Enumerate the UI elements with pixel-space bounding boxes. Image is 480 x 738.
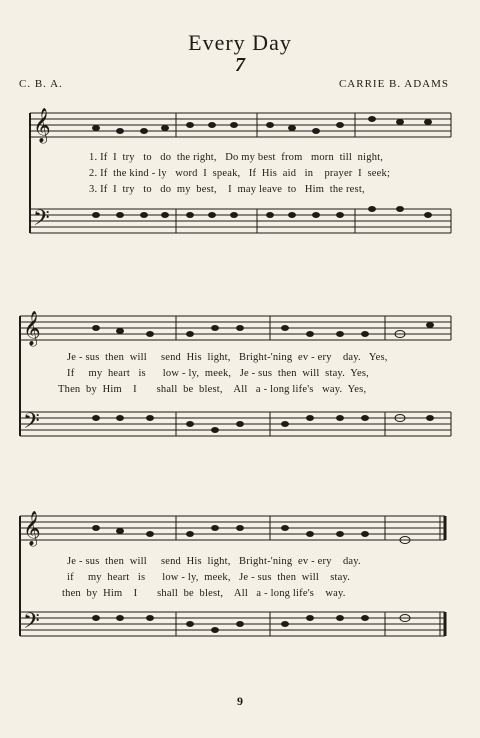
page-number: 9 [237,694,243,708]
lyric-line-3-1: Je - sus then will send His light, Bright-'ning ev - ery day. [67,556,361,567]
lyric-line-1-2: 2. If the kind - ly word I speak, If His aid in prayer I seek; [89,168,391,179]
lyric-line-2-3: Then by Him I shall be blest, All a - long life's way. Yes, [58,384,367,395]
lyric-line-1-1: 1. If I try to do the right, Do my best from morn till night, [89,152,384,163]
composer-initials: C. B. A. [19,78,63,90]
author-name: CARRIE B. ADAMS [338,78,449,90]
lyric-line-3-2: if my heart is low - ly, meek, Je - sus then will stay. [67,572,351,583]
lyric-line-2-1: Je - sus then will send His light, Bright-'ning ev - ery day. Yes, [67,352,388,363]
lyric-line-3-3: then by Him I shall be blest, All a - long life's way. [62,588,346,599]
hymn-title: Every Day [188,30,292,55]
music-system-3 [0,506,480,666]
svg-text:𝄞: 𝄞 [23,312,41,345]
lyric-line-1-3: 3. If I try to do my best, I may leave to Him the rest, [89,184,365,195]
svg-text:𝄢: 𝄢 [33,206,50,235]
music-system-1 [0,100,480,260]
music-system-2 [0,306,480,466]
hymn-number: 7 [235,54,245,76]
svg-text:𝄢: 𝄢 [23,609,40,638]
lyric-line-2-2: If my heart is low - ly, meek, Je - sus then will stay. Yes, [67,368,369,379]
svg-text:𝄞: 𝄞 [23,512,41,545]
svg-text:𝄞: 𝄞 [33,109,51,142]
svg-text:𝄢: 𝄢 [23,409,40,438]
staff-notation-1 [0,100,480,260]
